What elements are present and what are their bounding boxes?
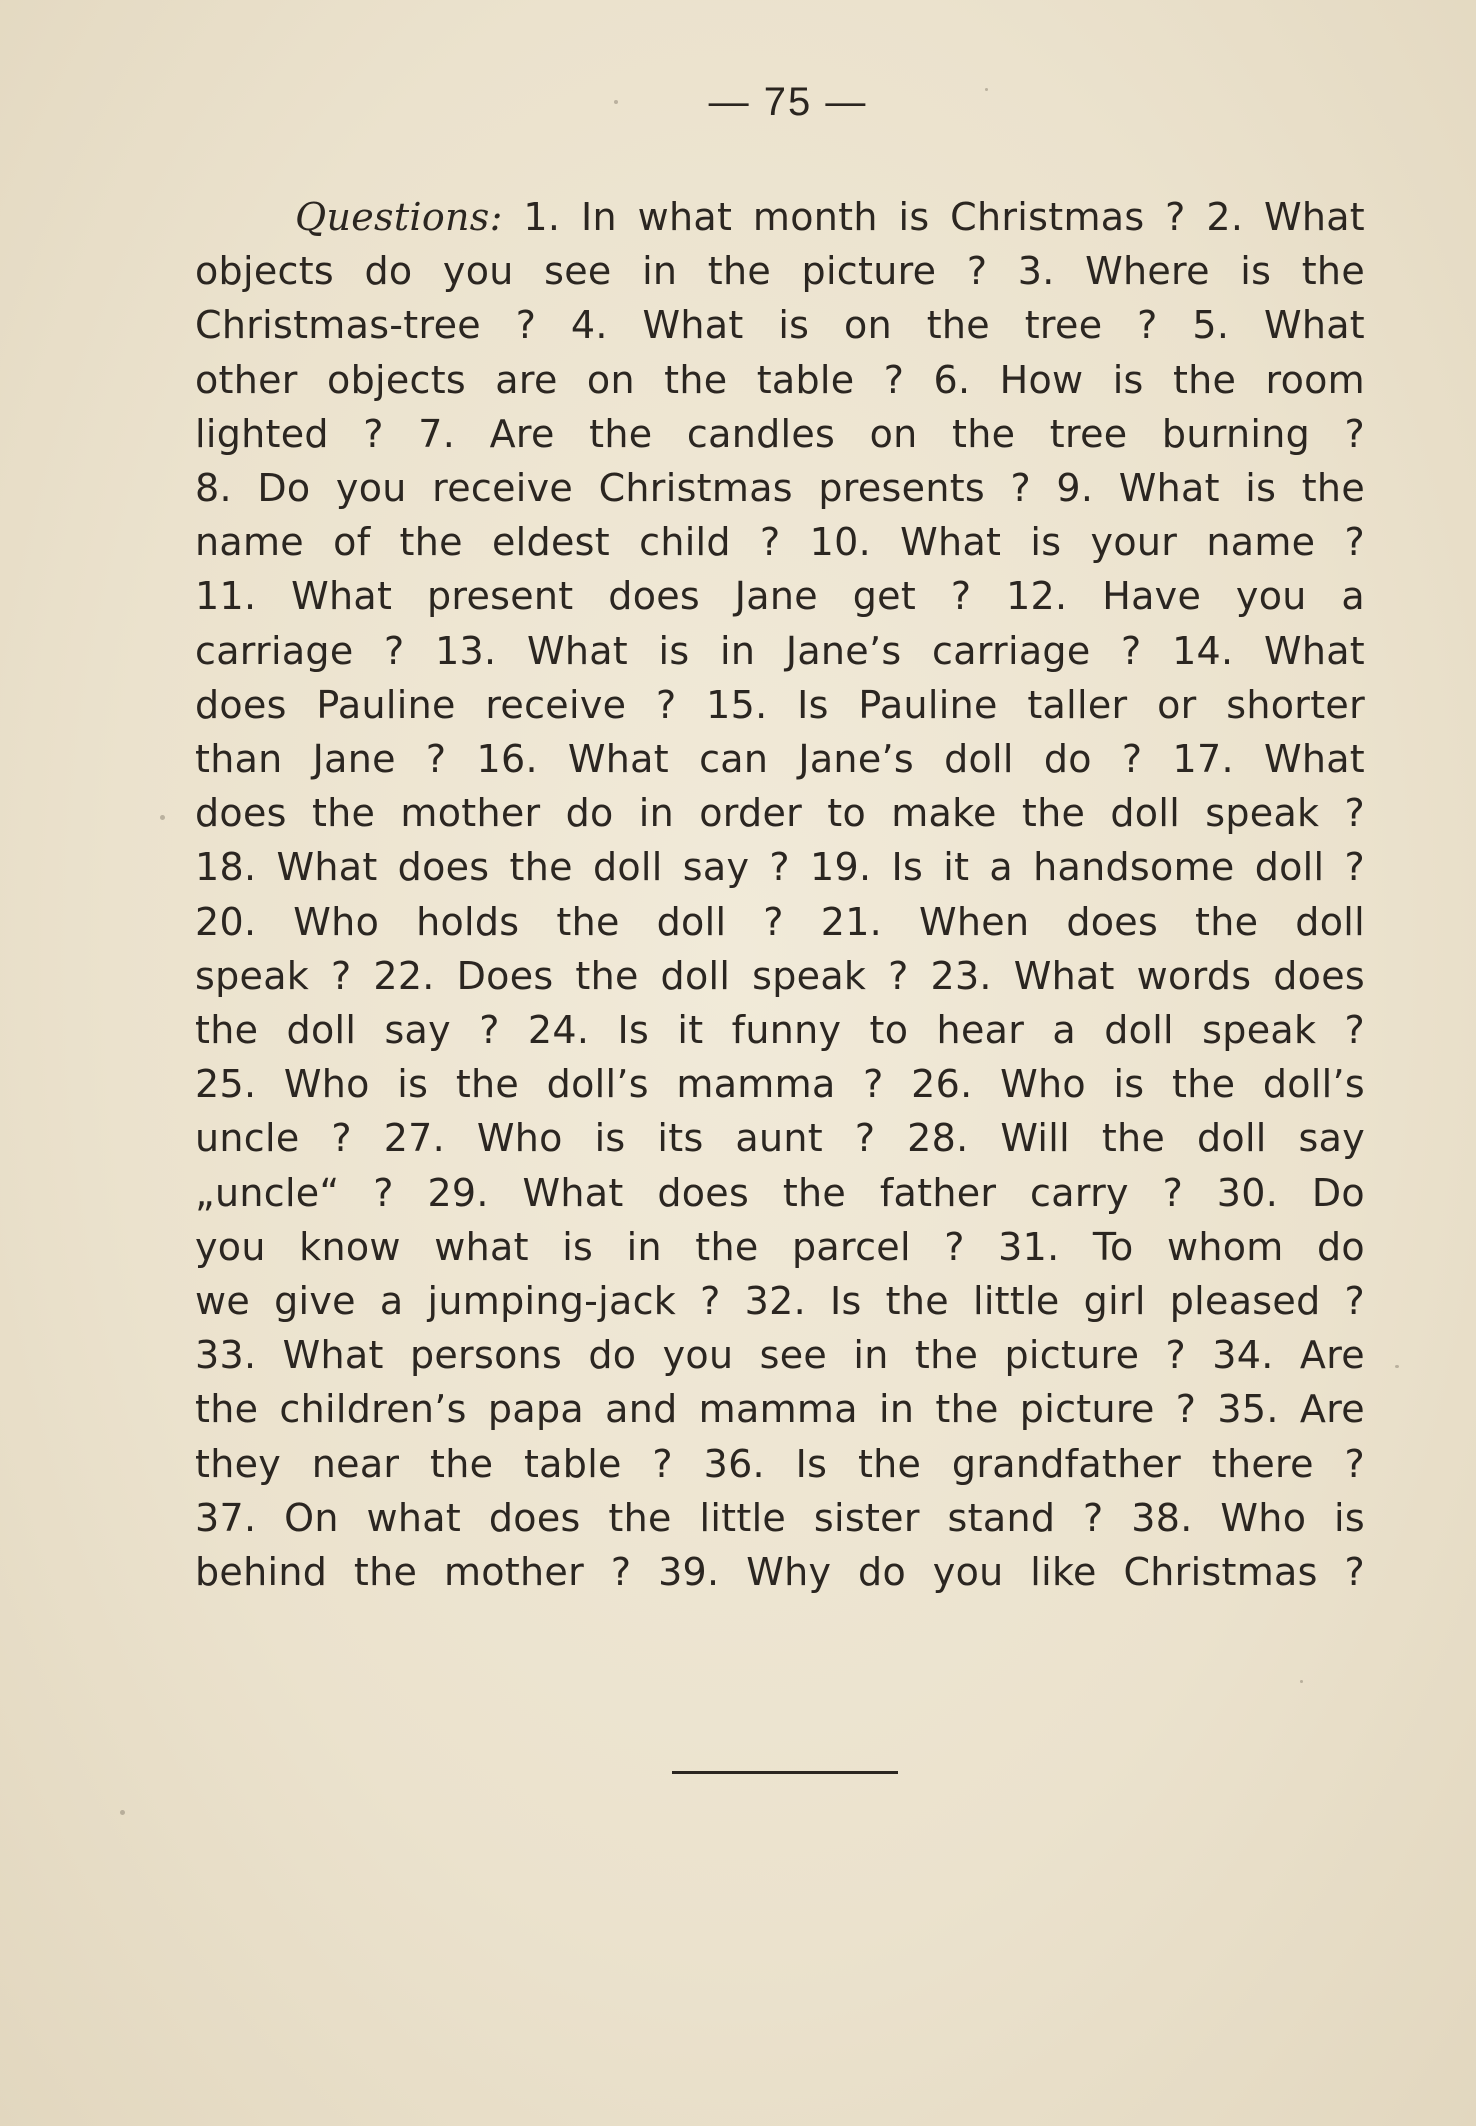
text-line-12: does the mother do in order to make the doll speak ? [195,791,1365,836]
text-line-7: name of the eldest child ? 10. What is your name ? [195,520,1365,565]
text-line-18: uncle ? 27. Who is its aunt ? 28. Will the doll say [195,1116,1365,1161]
text-line-2: objects do you see in the picture ? 3. Where is the [195,249,1365,294]
text-line-16: the doll say ? 24. Is it funny to hear a doll speak ? [195,1008,1365,1053]
text-line-10: does Pauline receive ? 15. Is Pauline taller or shorter [195,682,1365,727]
text-line-24: they near the table ? 36. Is the grandfather there ? [195,1441,1365,1486]
text-line-15: speak ? 22. Does the doll speak ? 23. What words does [195,953,1365,998]
text-line-26: behind the mother ? 39. Why do you like Christmas ? [195,1550,1365,1595]
text-line-6: 8. Do you receive Christmas presents ? 9. What is the [195,466,1365,511]
text-line-13: 18. What does the doll say ? 19. Is it a handsome doll ? [195,845,1365,890]
text-line-1: Questions: 1. In what month is Christmas ? 2. What [295,195,1365,239]
page-number: — 75 — [708,80,868,124]
paper-speck [1395,1365,1399,1368]
text-line-4: other objects are on the table ? 6. How is the room [195,357,1365,402]
paper-speck [1300,1680,1303,1683]
text-line-8: 11. What present does Jane get ? 12. Have you a [195,574,1365,619]
text-line-3: Christmas-tree ? 4. What is on the tree ? 5. What [195,303,1365,348]
paper-speck [120,1810,125,1815]
text-line-21: we give a jumping-jack ? 32. Is the little girl pleased ? [195,1279,1365,1324]
paper-speck [160,815,165,820]
text-line-22: 33. What persons do you see in the picture ? 34. Are [195,1333,1365,1378]
text-line-17: 25. Who is the doll’s mamma ? 26. Who is the doll’s [195,1062,1365,1107]
questions-paragraph [195,190,1365,1599]
text-line-9: carriage ? 13. What is in Jane’s carriage ? 14. What [195,628,1365,673]
text-line-5: lighted ? 7. Are the candles on the tree burning ? [195,411,1365,456]
text-line-20: you know what is in the parcel ? 31. To whom do [195,1224,1365,1269]
end-rule [672,1771,898,1774]
text-line-23: the children’s papa and mamma in the picture ? 35. Are [195,1387,1365,1432]
text-line-11: than Jane ? 16. What can Jane’s doll do ? 17. What [195,737,1365,782]
text-line-14: 20. Who holds the doll ? 21. When does the doll [195,899,1365,944]
paper-speck [985,88,988,91]
text-line-25: 37. On what does the little sister stand ? 38. Who is [195,1495,1365,1540]
questions-label: Questions: [295,195,503,239]
paper-speck [614,100,618,104]
text-line-19: „uncle“ ? 29. What does the father carry ? 30. Do [195,1170,1365,1215]
